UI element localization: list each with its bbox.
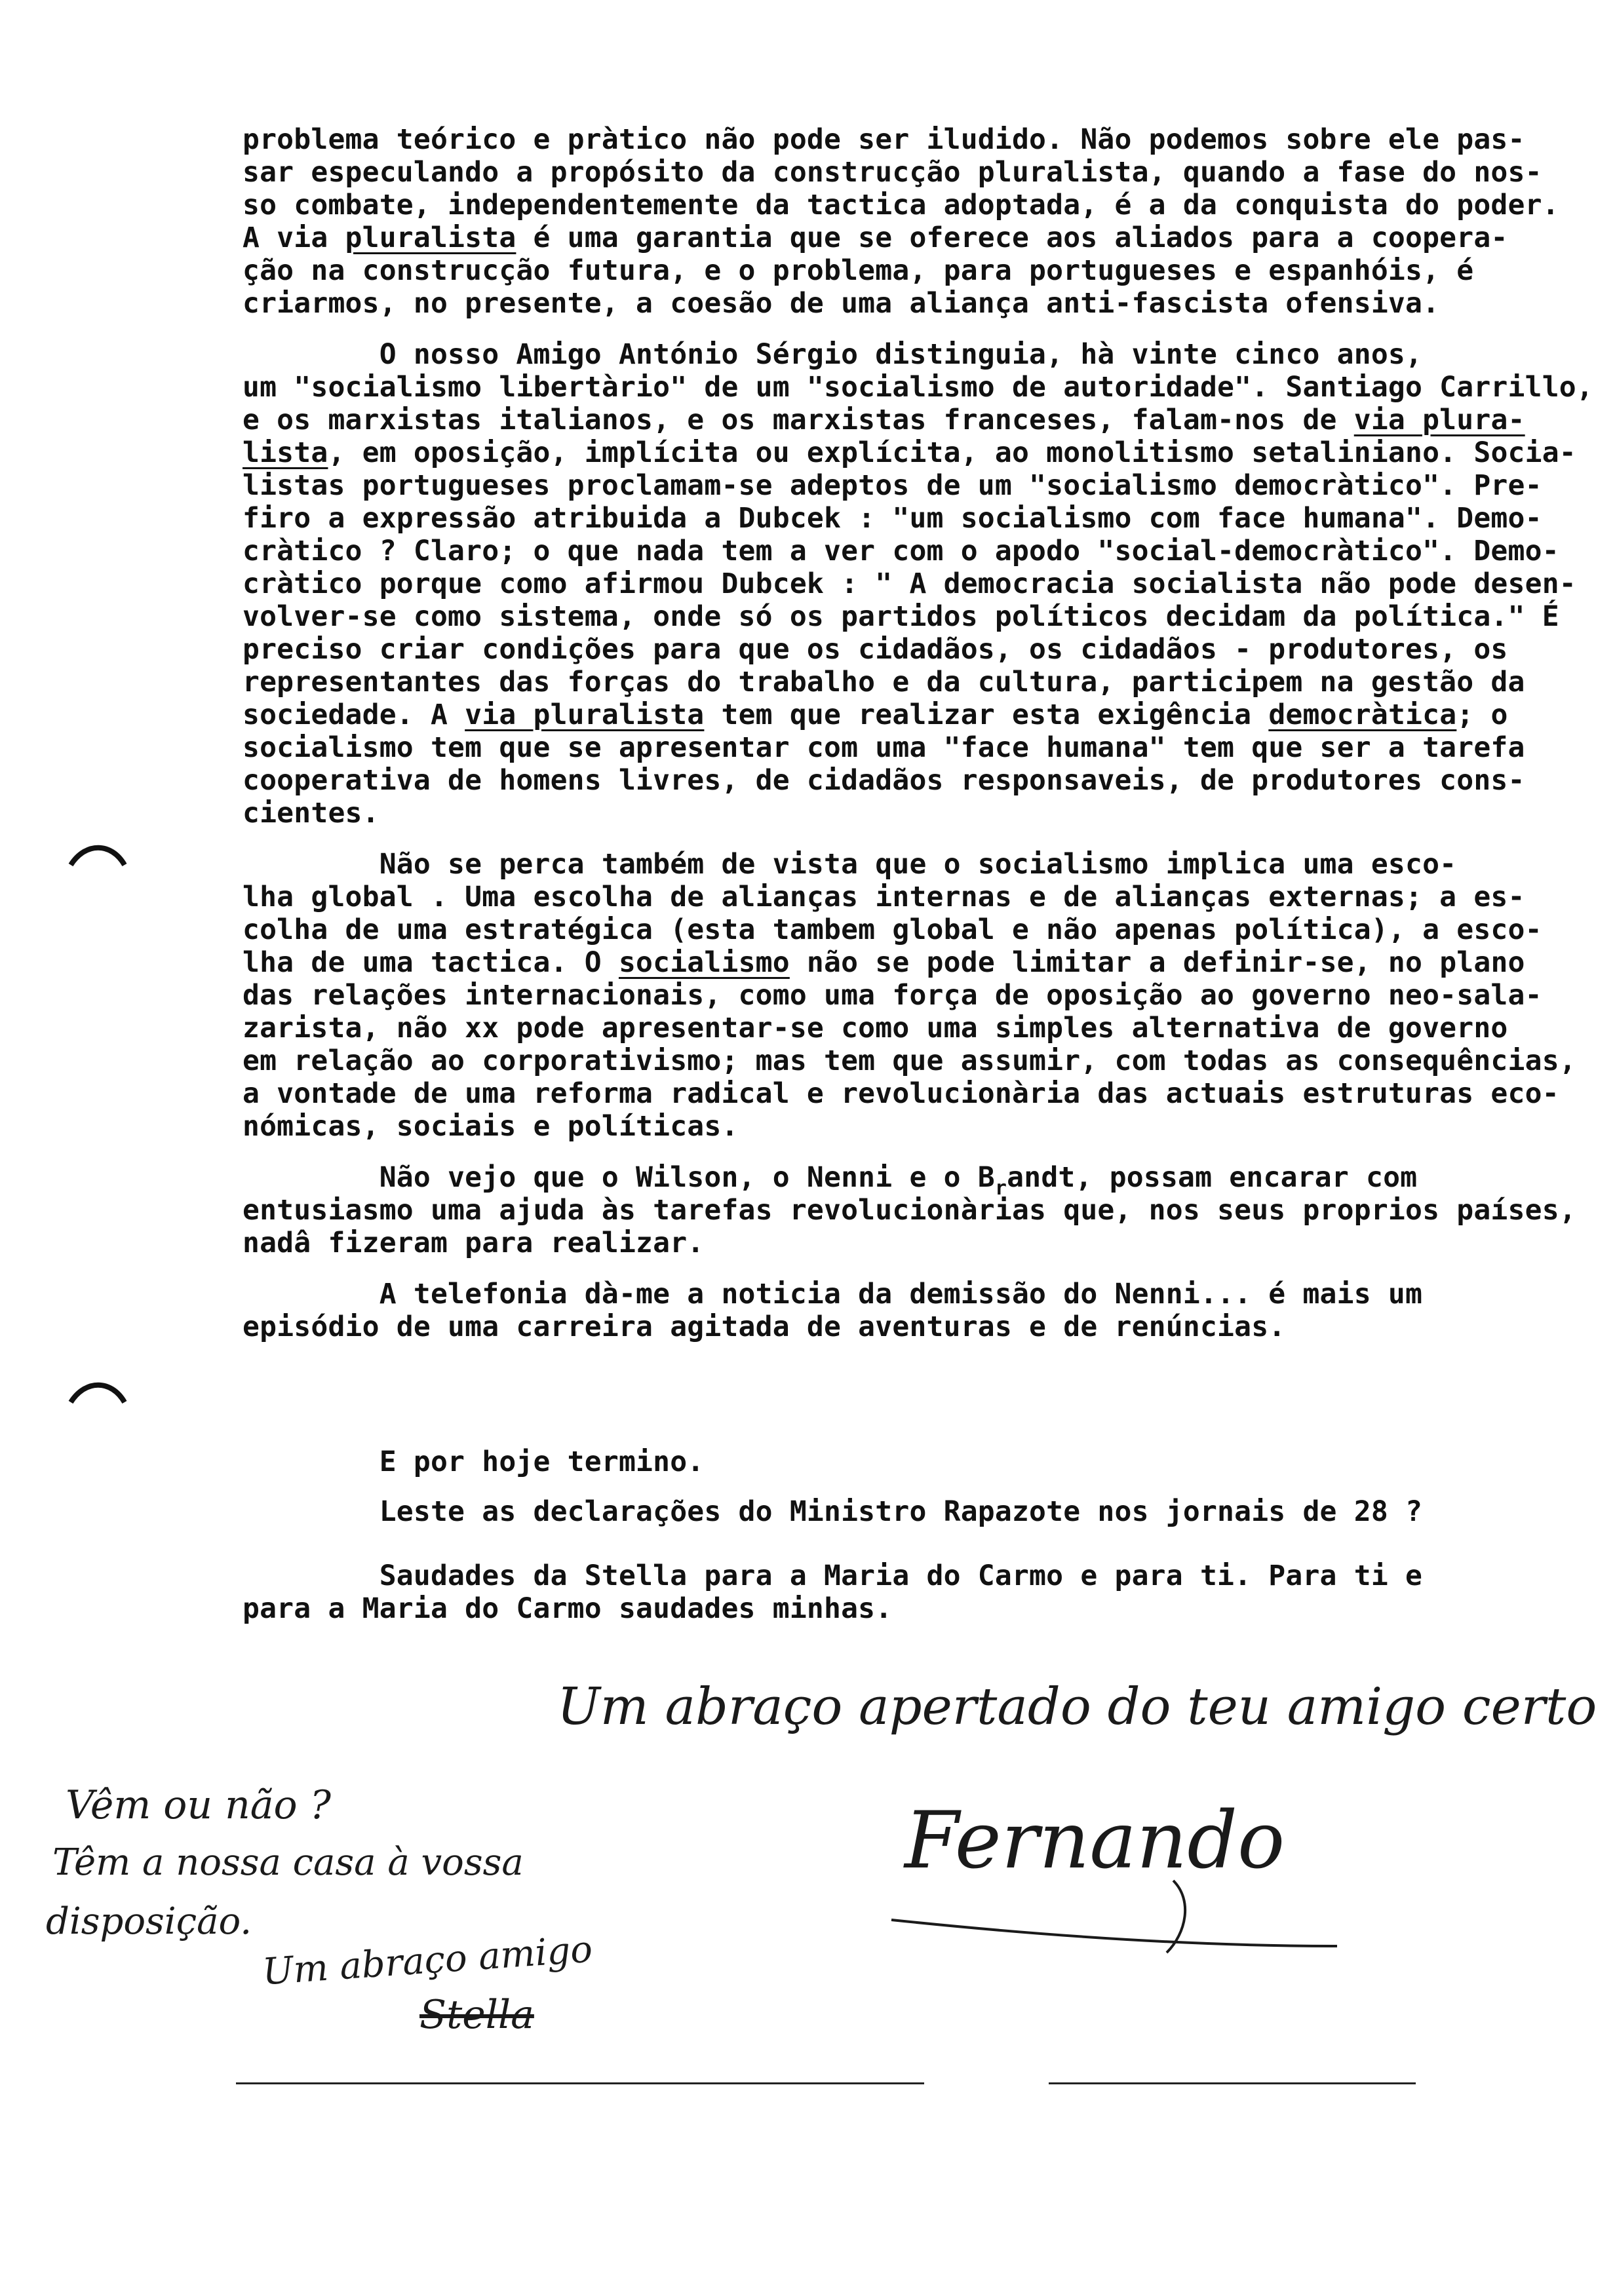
text-line: firo a expressão atribuida a Dubcek : "um socialismo com face humana". Demo-	[243, 502, 1542, 535]
text-line	[243, 221, 1508, 254]
text-line	[243, 1161, 1418, 1200]
text-line: criarmos, no presente, a coesão de uma aliança anti-fascista ofensiva.	[243, 287, 1440, 320]
underlined-term: pluralista	[345, 221, 516, 254]
bottom-rule	[1049, 2082, 1416, 2084]
text-line: colha de uma estratégica (esta tambem global e não apenas política), a esco-	[243, 913, 1542, 946]
text-line: listas portugueses proclamam-se adeptos de um "socialismo democràtico". Pre-	[243, 469, 1542, 502]
text-line: nómicas, sociais e políticas.	[243, 1110, 739, 1143]
text-line: entusiasmo uma ajuda às tarefas revolucionàrias que, nos seus proprios países,	[243, 1194, 1576, 1227]
text-line: para a Maria do Carmo saudades minhas.	[243, 1592, 893, 1625]
text-line: em relação ao corporativismo; mas tem que assumir, com todas as consequências,	[243, 1044, 1576, 1077]
text-segment: não se pode limitar a definir-se, no plano	[789, 946, 1525, 979]
text-line: cientes.	[243, 797, 379, 830]
punch-mark	[66, 1376, 131, 1415]
text-line	[243, 404, 1525, 436]
text-line: O nosso Amigo António Sérgio distinguia, hà vinte cinco anos,	[243, 338, 1423, 371]
text-line: volver-se como sistema, onde só os partidos políticos decidam da política." É	[243, 600, 1559, 633]
text-line: so combate, independentemente da tactica adoptada, é a da conquista do poder.	[243, 189, 1559, 221]
margin-note-line: Vêm ou não ?	[66, 1782, 331, 1828]
text-line: cràtico porque como afirmou Dubcek : " A democracia socialista não pode desen-	[243, 567, 1576, 600]
handwritten-closing: Um abraço apertado do teu amigo certo	[557, 1677, 1597, 1736]
text-segment: , em oposição, implícita ou explícita, ao monolitismo setaliniano. Socia-	[328, 436, 1576, 469]
margin-closing: Um abraço amigo	[261, 1928, 594, 1994]
text-segment: andt, possam encarar com	[1007, 1161, 1418, 1194]
text-line: preciso criar condições para que os cidadãos, os cidadãos - produtores, os	[243, 633, 1508, 666]
underlined-term: lista	[243, 436, 328, 469]
underlined-term: democràtica	[1268, 698, 1457, 731]
text-line: um "socialismo libertàrio" de um "socialismo de autoridade". Santiago Carrillo,	[243, 371, 1593, 404]
text-segment: sociedade. A	[243, 698, 465, 731]
text-segment: A via	[243, 221, 345, 254]
text-line: problema teórico e pràtico não pode ser iludido. Não podemos sobre ele pas-	[243, 123, 1525, 156]
text-segment: lha de uma tactica. O	[243, 946, 619, 979]
text-line	[243, 946, 1525, 979]
text-line: cooperativa de homens livres, de cidadãos responsaveis, de produtores cons-	[243, 764, 1525, 797]
signature: Fernando	[905, 1795, 1285, 1886]
text-line: sar especulando a propósito da construcção pluralista, quando a fase do nos-	[243, 156, 1542, 189]
text-line: A telefonia dà-me a noticia da demissão do Nenni... é mais um	[243, 1278, 1423, 1311]
underlined-term: via plura-	[1353, 404, 1525, 436]
margin-note-line: disposição.	[46, 1900, 252, 1943]
text-segment: é uma garantia que se oferece aos aliados para a coopera-	[516, 221, 1508, 254]
text-line: zarista, não xx pode apresentar-se como uma simples alternativa de governo	[243, 1012, 1508, 1044]
text-line	[243, 698, 1508, 731]
text-segment: Não vejo que o Wilson, o Nenni e o B	[243, 1161, 995, 1194]
text-line: nadâ fizeram para realizar.	[243, 1227, 705, 1259]
text-line: lha global . Uma escolha de alianças internas e de alianças externas; a es-	[243, 881, 1525, 913]
text-line: Leste as declarações do Ministro Rapazote nos jornais de 28 ?	[243, 1495, 1423, 1528]
inserted-letter: r	[994, 1177, 1007, 1200]
text-line: Não se perca também de vista que o socialismo implica uma esco-	[243, 848, 1457, 881]
signature-flourish	[885, 1874, 1344, 1966]
margin-note-line: Têm a nossa casa à vossa	[52, 1841, 524, 1884]
text-line: socialismo tem que se apresentar com uma "face humana" tem que ser a tarefa	[243, 731, 1525, 764]
text-line: a vontade de uma reforma radical e revolucionària das actuais estruturas eco-	[243, 1077, 1559, 1110]
underlined-term: via pluralista	[465, 698, 705, 731]
text-segment: tem que realizar esta exigência	[704, 698, 1269, 731]
text-segment: ; o	[1456, 698, 1508, 731]
text-line: E por hoje termino.	[243, 1445, 705, 1478]
bottom-rule	[236, 2082, 924, 2084]
punch-mark	[66, 839, 131, 878]
text-line	[243, 436, 1576, 469]
text-line: episódio de uma carreira agitada de aventuras e de renúncias.	[243, 1311, 1286, 1343]
text-line: cràtico ? Claro; o que nada tem a ver com o apodo "social-democràtico". Demo-	[243, 535, 1559, 567]
text-line: Saudades da Stella para a Maria do Carmo e para ti. Para ti e	[243, 1559, 1423, 1592]
margin-signature: Stella	[419, 1992, 534, 2038]
text-line: das relações internacionais, como uma força de oposição ao governo neo-sala-	[243, 979, 1542, 1012]
text-segment: e os marxistas italianos, e os marxistas franceses, falam-nos de	[243, 404, 1354, 436]
text-line: representantes das forças do trabalho e da cultura, participem na gestão da	[243, 666, 1525, 698]
text-line: ção na construcção futura, e o problema, para portugueses e espanhóis, é	[243, 254, 1474, 287]
underlined-term: socialismo	[618, 946, 790, 979]
